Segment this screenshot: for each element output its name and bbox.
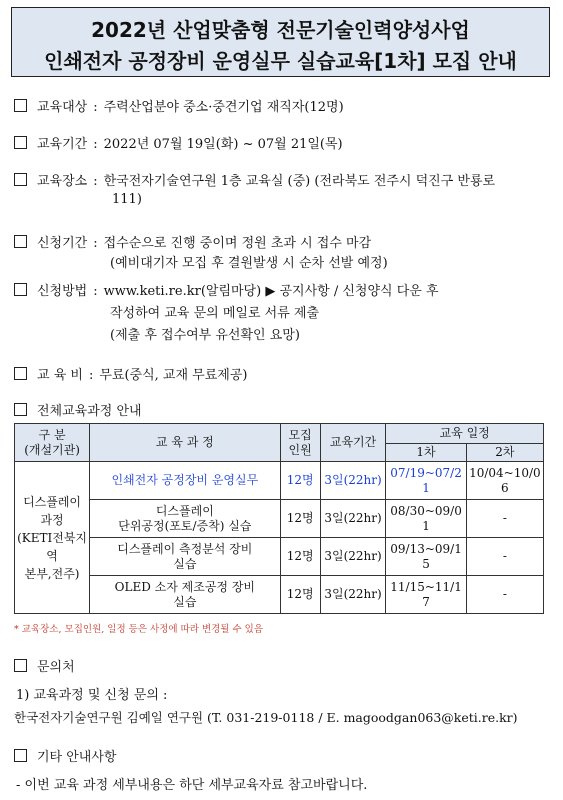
inquiry-contact: 한국전자기술연구원 김예일 연구원 (T. 031-219-0118 / E. magoodgan063@keti.re.kr) — [14, 710, 518, 725]
round-2-date: - — [466, 576, 543, 614]
item-value: 무료(중식, 교재 무료제공) — [99, 368, 248, 383]
header-category: 구 분 (개설기관) — [15, 424, 90, 462]
item-label: 신청방법 — [37, 284, 88, 299]
inquiry-heading — [14, 656, 75, 675]
item-fee: 교 육 비 : 무료(중식, 교재 무료제공) — [14, 364, 247, 383]
table-row — [15, 576, 544, 614]
item-apply-period: 신청기간 : 접수순으로 진행 중이며 정원 초과 시 접수 마감 — [14, 232, 371, 251]
round-2-date: - — [466, 500, 543, 538]
table-row — [15, 500, 544, 538]
item-label: 교 육 비 — [37, 368, 83, 383]
duration: 3일(22hr) — [320, 576, 386, 614]
header-recruit: 모집 인원 — [280, 424, 320, 462]
item-apply-method: 신청방법 : www.keti.re.kr(알림마당) ▶ 공지사항 / 신청양식 다운 후 — [14, 280, 439, 299]
recruit-count: 12명 — [280, 500, 320, 538]
checkbox-icon — [14, 173, 27, 186]
checkbox-icon — [14, 99, 27, 112]
round-1-date: 11/15~11/1 7 — [386, 576, 466, 614]
header-round-1: 1차 — [386, 444, 466, 462]
item-value: 접수순으로 진행 중이며 정원 초과 시 접수 마감 — [103, 236, 372, 251]
other-heading — [14, 746, 116, 765]
table-note: * 교육장소, 모집인원, 일정 등은 사정에 따라 변경될 수 있음 — [14, 624, 264, 635]
title-banner — [11, 7, 550, 77]
section-heading: 문의처 — [37, 660, 75, 675]
recruit-count: 12명 — [280, 576, 320, 614]
checkbox-icon — [14, 403, 27, 416]
item-apply-period-cont: (예비대기자 모집 후 결원발생 시 순차 선발 예정) — [110, 256, 388, 271]
duration: 3일(22hr) — [320, 462, 386, 500]
item-apply-method-cont: 작성하여 교육 문의 메일로 서류 제출 — [110, 306, 320, 321]
recruit-count: 12명 — [280, 538, 320, 576]
item-place: 교육장소 : 한국전자기술연구원 1층 교육실 (중) (전라북도 전주시 덕진구 반룡로 — [14, 170, 495, 189]
item-value: 2022년 07월 19일(화) ~ 07월 21일(목) — [103, 137, 343, 152]
title-line-1: 2022년 산업맞춤형 전문기술인력양성사업 — [91, 18, 470, 42]
course-name: 디스플레이 단위공정(포토/증착) 실습 — [90, 500, 280, 538]
checkbox-icon — [14, 367, 27, 380]
table-row — [15, 538, 544, 576]
table-row — [15, 462, 544, 500]
course-table — [14, 423, 544, 614]
item-place-cont: 111) — [112, 192, 142, 207]
header-duration: 교육기간 — [320, 424, 386, 462]
checkbox-icon — [14, 136, 27, 149]
inquiry-sub: 1) 교육과정 및 신청 문의 : — [16, 688, 168, 703]
checkbox-icon — [14, 749, 27, 762]
header-schedule: 교육 일정 — [386, 424, 544, 444]
item-value: www.keti.re.kr(알림마당) ▶ 공지사항 / 신청양식 다운 후 — [103, 284, 439, 299]
category-cell: 디스플레이 과정 (KETI전북지 역 본부,전주) — [15, 462, 90, 614]
course-section-heading — [14, 400, 142, 419]
section-heading: 기타 안내사항 — [37, 750, 117, 765]
title-line-2: 인쇄전자 공정장비 운영실무 실습교육[1차] 모집 안내 — [44, 49, 517, 73]
item-label: 교육장소 — [37, 174, 88, 189]
checkbox-icon — [14, 235, 27, 248]
duration: 3일(22hr) — [320, 500, 386, 538]
round-1-date: 07/19~07/2 1 — [386, 462, 466, 500]
item-value: 한국전자기술연구원 1층 교육실 (중) (전라북도 전주시 덕진구 반룡로 — [103, 174, 496, 189]
item-apply-method-cont2: (제출 후 접수여부 유선확인 요망) — [110, 328, 300, 343]
round-2-date: - — [466, 538, 543, 576]
course-name: OLED 소자 제조공정 장비 실습 — [90, 576, 280, 614]
round-1-date: 09/13~09/1 5 — [386, 538, 466, 576]
section-heading: 전체교육과정 안내 — [37, 404, 142, 419]
course-name: 디스플레이 측정분석 장비 실습 — [90, 538, 280, 576]
item-value: 주력산업분야 중소·중견기업 재직자(12명) — [103, 100, 344, 115]
checkbox-icon — [14, 659, 27, 672]
item-label: 신청기간 — [37, 236, 88, 251]
header-course: 교 육 과 정 — [90, 424, 280, 462]
item-period: 교육기간 : 2022년 07월 19일(화) ~ 07월 21일(목) — [14, 133, 343, 152]
course-name: 인쇄전자 공정장비 운영실무 — [90, 462, 280, 500]
item-label: 교육기간 — [37, 137, 88, 152]
other-line: - 이번 교육 과정 세부내용은 하단 세부교육자료 참고바랍니다. — [16, 778, 368, 793]
round-2-date: 10/04~10/0 6 — [466, 462, 543, 500]
item-label: 교육대상 — [37, 100, 88, 115]
item-target: 교육대상 : 주력산업분야 중소·중견기업 재직자(12명) — [14, 96, 344, 115]
duration: 3일(22hr) — [320, 538, 386, 576]
round-1-date: 08/30~09/0 1 — [386, 500, 466, 538]
recruit-count: 12명 — [280, 462, 320, 500]
header-round-2: 2차 — [466, 444, 543, 462]
checkbox-icon — [14, 283, 27, 296]
